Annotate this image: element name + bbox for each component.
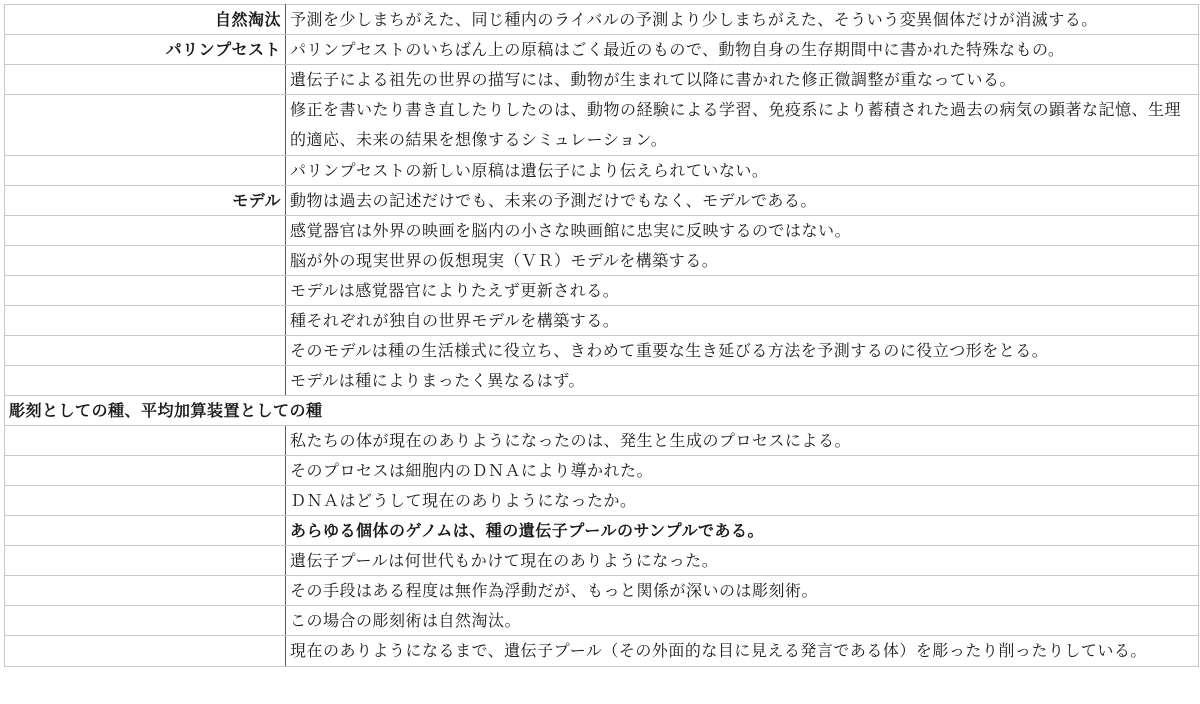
- row-label[interactable]: [5, 246, 286, 276]
- table-row: [5, 276, 1199, 306]
- table-row: [5, 486, 1199, 516]
- row-text[interactable]: この場合の彫刻術は自然淘汰。: [286, 606, 1199, 636]
- row-text[interactable]: 遺伝子プールは何世代もかけて現在のありようになった。: [286, 546, 1199, 576]
- table-row: [5, 156, 1199, 186]
- section-title[interactable]: 彫刻としての種、平均加算装置としての種: [5, 396, 1199, 426]
- row-text[interactable]: 予測を少しまちがえた、同じ種内のライバルの予測より少しまちがえた、そういう変異個体だけが消滅する。: [286, 5, 1199, 35]
- row-text[interactable]: モデルは種によりまったく異なるはず。: [286, 366, 1199, 396]
- row-text[interactable]: 修正を書いたり書き直したりしたのは、動物の経験による学習、免疫系により蓄積された過去の病気の顕著な記憶、生理的適応、未来の結果を想像するシミュレーション。: [286, 95, 1199, 156]
- row-text[interactable]: 感覚器官は外界の映画を脳内の小さな映画館に忠実に反映するのではない。: [286, 216, 1199, 246]
- row-text[interactable]: 種それぞれが独自の世界モデルを構築する。: [286, 306, 1199, 336]
- table-row: [5, 606, 1199, 636]
- row-label[interactable]: [5, 456, 286, 486]
- notes-table: [4, 4, 1199, 667]
- row-text[interactable]: 私たちの体が現在のありようになったのは、発生と生成のプロセスによる。: [286, 426, 1199, 456]
- table-row: [5, 35, 1199, 65]
- table-row: [5, 516, 1199, 546]
- table-row: [5, 246, 1199, 276]
- row-text[interactable]: 遺伝子による祖先の世界の描写には、動物が生まれて以降に書かれた修正微調整が重なっている。: [286, 65, 1199, 95]
- row-text[interactable]: パリンプセストのいちばん上の原稿はごく最近のもので、動物自身の生存期間中に書かれた特殊なもの。: [286, 35, 1199, 65]
- table-row: [5, 546, 1199, 576]
- row-text[interactable]: そのモデルは種の生活様式に役立ち、きわめて重要な生き延びる方法を予測するのに役立つ形をとる。: [286, 336, 1199, 366]
- row-label[interactable]: [5, 306, 286, 336]
- row-label[interactable]: モデル: [5, 186, 286, 216]
- table-row: [5, 576, 1199, 606]
- row-text[interactable]: パリンプセストの新しい原稿は遺伝子により伝えられていない。: [286, 156, 1199, 186]
- row-label[interactable]: [5, 606, 286, 636]
- row-label[interactable]: [5, 576, 286, 606]
- row-label[interactable]: [5, 95, 286, 156]
- row-label[interactable]: [5, 336, 286, 366]
- table-row: [5, 336, 1199, 366]
- table-row: [5, 216, 1199, 246]
- row-text[interactable]: 動物は過去の記述だけでも、未来の予測だけでもなく、モデルである。: [286, 186, 1199, 216]
- row-text[interactable]: モデルは感覚器官によりたえず更新される。: [286, 276, 1199, 306]
- row-text[interactable]: あらゆる個体のゲノムは、種の遺伝子プールのサンプルである。: [286, 516, 1199, 546]
- row-label[interactable]: [5, 156, 286, 186]
- row-label[interactable]: [5, 366, 286, 396]
- table-row: [5, 366, 1199, 396]
- row-label[interactable]: [5, 65, 286, 95]
- table-row: [5, 186, 1199, 216]
- table-row: [5, 636, 1199, 667]
- row-label[interactable]: [5, 276, 286, 306]
- row-label[interactable]: [5, 546, 286, 576]
- section-row: [5, 396, 1199, 426]
- row-label[interactable]: 自然淘汰: [5, 5, 286, 35]
- row-label[interactable]: [5, 486, 286, 516]
- row-text[interactable]: 現在のありようになるまで、遺伝子プール（その外面的な目に見える発言である体）を彫ったり削ったりしている。: [286, 636, 1199, 667]
- row-label[interactable]: [5, 636, 286, 667]
- table-row: [5, 456, 1199, 486]
- row-text[interactable]: 脳が外の現実世界の仮想現実（ＶＲ）モデルを構築する。: [286, 246, 1199, 276]
- row-label[interactable]: パリンプセスト: [5, 35, 286, 65]
- row-label[interactable]: [5, 516, 286, 546]
- row-text[interactable]: その手段はある程度は無作為浮動だが、もっと関係が深いのは彫刻術。: [286, 576, 1199, 606]
- table-row: [5, 426, 1199, 456]
- table-row: [5, 65, 1199, 95]
- table-row: [5, 306, 1199, 336]
- row-text[interactable]: ＤＮＡはどうして現在のありようになったか。: [286, 486, 1199, 516]
- table-row: [5, 5, 1199, 35]
- row-label[interactable]: [5, 216, 286, 246]
- table-row: [5, 95, 1199, 156]
- row-text[interactable]: そのプロセスは細胞内のＤＮＡにより導かれた。: [286, 456, 1199, 486]
- row-label[interactable]: [5, 426, 286, 456]
